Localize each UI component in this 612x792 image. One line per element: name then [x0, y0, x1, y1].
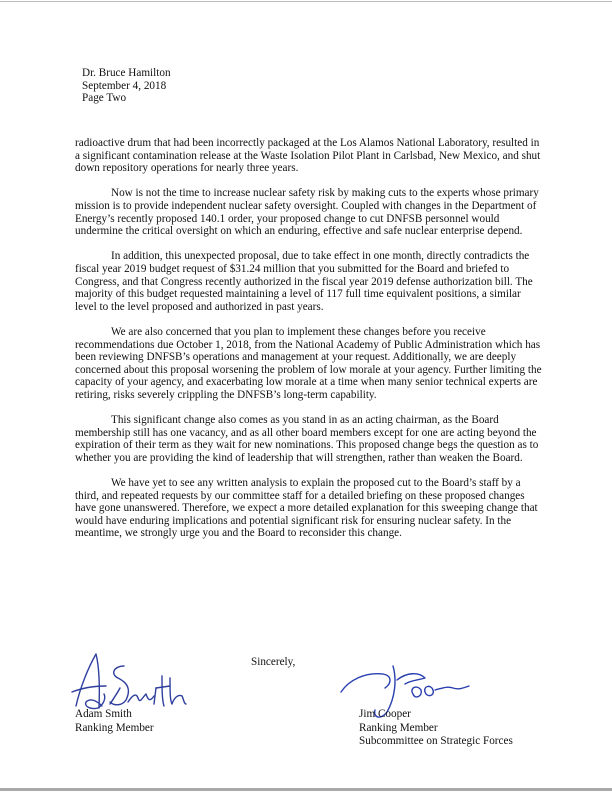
page-top-border [0, 1, 612, 2]
paragraph-safety-risk: Now is not the time to increase nuclear safety risk by making cuts to the experts whose primary mission is to provide independent nuclear safety oversight. Coupled with changes in the Department of Energy’s recently proposed 140.1 order, your proposed change to cut DNFSB personnel would undermine the critical oversight on which an enduring, effective and safe nuclear enterprise depend. [75, 187, 539, 238]
recipient-name: Dr. Bruce Hamilton [82, 67, 171, 79]
signatory-block-left [75, 708, 154, 735]
paragraph-request: We have yet to see any written analysis to explain the proposed cut to the Board’s staff by a third, and repeated requests by our committee staff for a detailed briefing on these proposed changes have gone unanswered. Therefore, we expect a more detailed explanation for this sweeping change that would have enduring implications and potential significant risk for ensuring nuclear safety. In the meantime, we strongly urge you and the Board to reconsider this change. [75, 477, 538, 540]
signatory-block-right [359, 708, 513, 749]
paragraph-leadership: This significant change also comes as you stand in as an acting chairman, as the Board membership still has one vacancy, and as all other board members except for one are acting beyond the expiration of their term as they wait for new nominations. This proposed change begs the question as to whether you are providing the kind of leadership that will strengthen, rather than weaken the Board. [75, 414, 539, 464]
paragraph-continuation: radioactive drum that had been incorrectly packaged at the Los Alamos National Laboratory, resulted in a significant contamination release at the Waste Isolation Pilot Plant in Carlsbad, New Mexico, and shut down repository operations for nearly three years. [75, 137, 541, 175]
letter-body [75, 137, 545, 553]
letter-date: September 4, 2018 [82, 79, 167, 92]
paragraph-napa-morale: We are also concerned that you plan to implement these changes before you receive recommendations due October 1, 2018, from the National Academy of Public Administration which has been reviewing DNFSB’s operations and management at your request. Additionally, we are deeply concerned about this proposal worsening the problem of low morale at your agency. Further limiting the capacity of your agency, and exacerbating low morale at a time when many senior technical experts are retiring, risks severely crippling the DNFSB’s long-term capability. [75, 325, 542, 401]
signatory-name: Adam Smith [75, 708, 132, 720]
signatory-title: Ranking Member [75, 721, 154, 734]
closing-salutation: Sincerely, [251, 656, 296, 668]
page-bottom-border [0, 788, 612, 791]
page-indicator: Page Two [82, 92, 127, 105]
letter-header [82, 67, 171, 105]
signatory-title: Ranking Member [359, 721, 438, 734]
paragraph-budget: In addition, this unexpected proposal, due to take effect in one month, directly contradicts the fiscal year 2019 budget request of $31.24 million that you submitted for the Board and briefed to Congress, and that Congress recently authorized in the fiscal year 2019 defense authorization bill. The majority of this budget requested maintaining a level of 117 full time equivalent positions, a similar level to the level proposed and authorized in past years. [75, 250, 533, 313]
signatory-name: Jim Cooper [359, 708, 411, 720]
signatory-committee: Subcommittee on Strategic Forces [359, 735, 513, 748]
